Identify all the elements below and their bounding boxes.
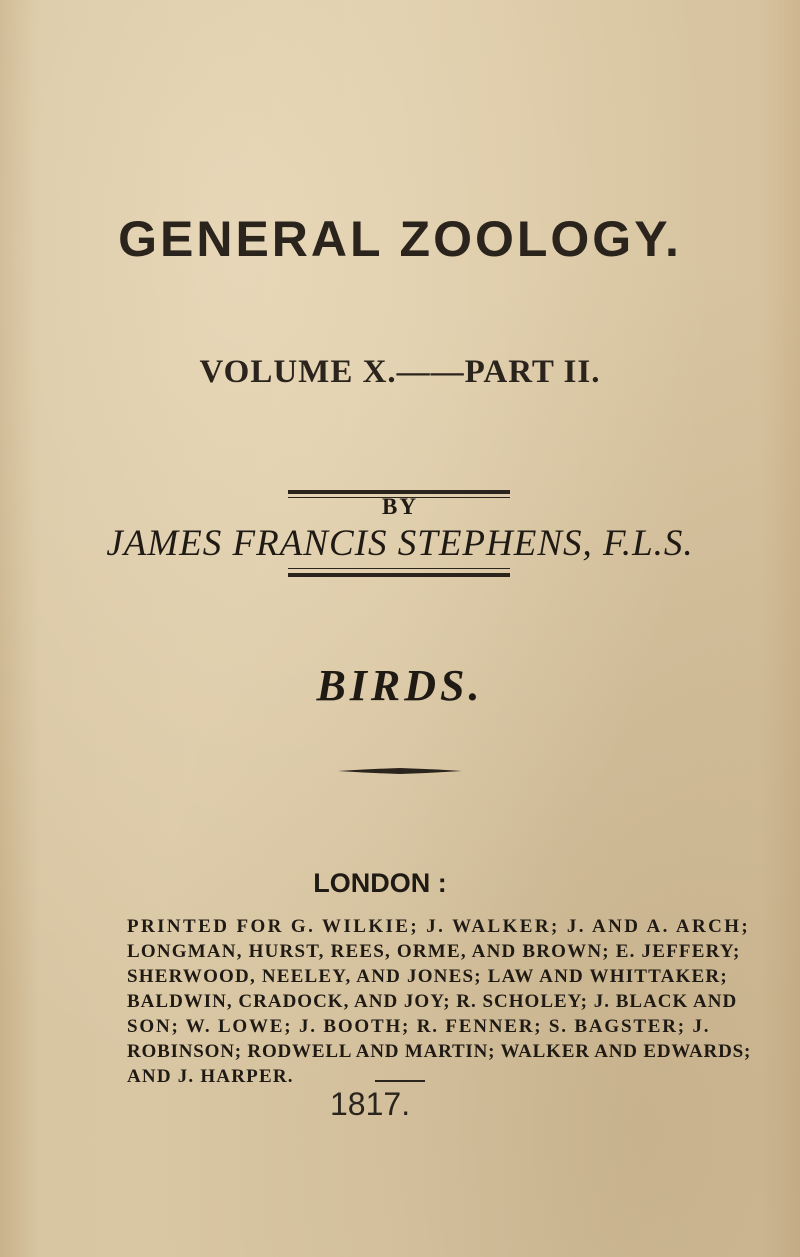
ornamental-divider <box>338 766 462 776</box>
author-name: JAMES FRANCIS STEPHENS, F.L.S. <box>106 523 694 564</box>
imprint-line: LONGMAN, HURST, REES, ORME, AND BROWN; E. JEFFERY; <box>127 941 741 962</box>
imprint-line: SHERWOOD, NEELEY, AND JONES; LAW AND WHITTAKER; <box>127 966 728 987</box>
printers-imprint <box>127 914 752 1089</box>
imprint-line: SON; W. LOWE; J. BOOTH; R. FENNER; S. BAGSTER; J. <box>127 1016 711 1037</box>
by-label: BY <box>382 494 418 519</box>
subject-title: BIRDS. <box>316 661 484 710</box>
place-of-publication: LONDON : <box>313 868 447 898</box>
year-rule <box>375 1080 425 1082</box>
rule-bottom-thick <box>288 573 510 577</box>
imprint-line: BALDWIN, CRADOCK, AND JOY; R. SCHOLEY; J. BLACK AND <box>127 991 738 1012</box>
imprint-line: PRINTED FOR G. WILKIE; J. WALKER; J. AND A. ARCH; <box>127 916 751 937</box>
volume-part-line: VOLUME X.——PART II. <box>199 354 601 390</box>
imprint-line: ROBINSON; RODWELL AND MARTIN; WALKER AND EDWARDS; <box>127 1041 752 1062</box>
publication-year: 1817. <box>330 1086 411 1122</box>
book-title: GENERAL ZOOLOGY. <box>118 211 682 267</box>
imprint-line: AND J. HARPER. <box>127 1066 294 1087</box>
rule-bottom-thin <box>288 568 510 569</box>
